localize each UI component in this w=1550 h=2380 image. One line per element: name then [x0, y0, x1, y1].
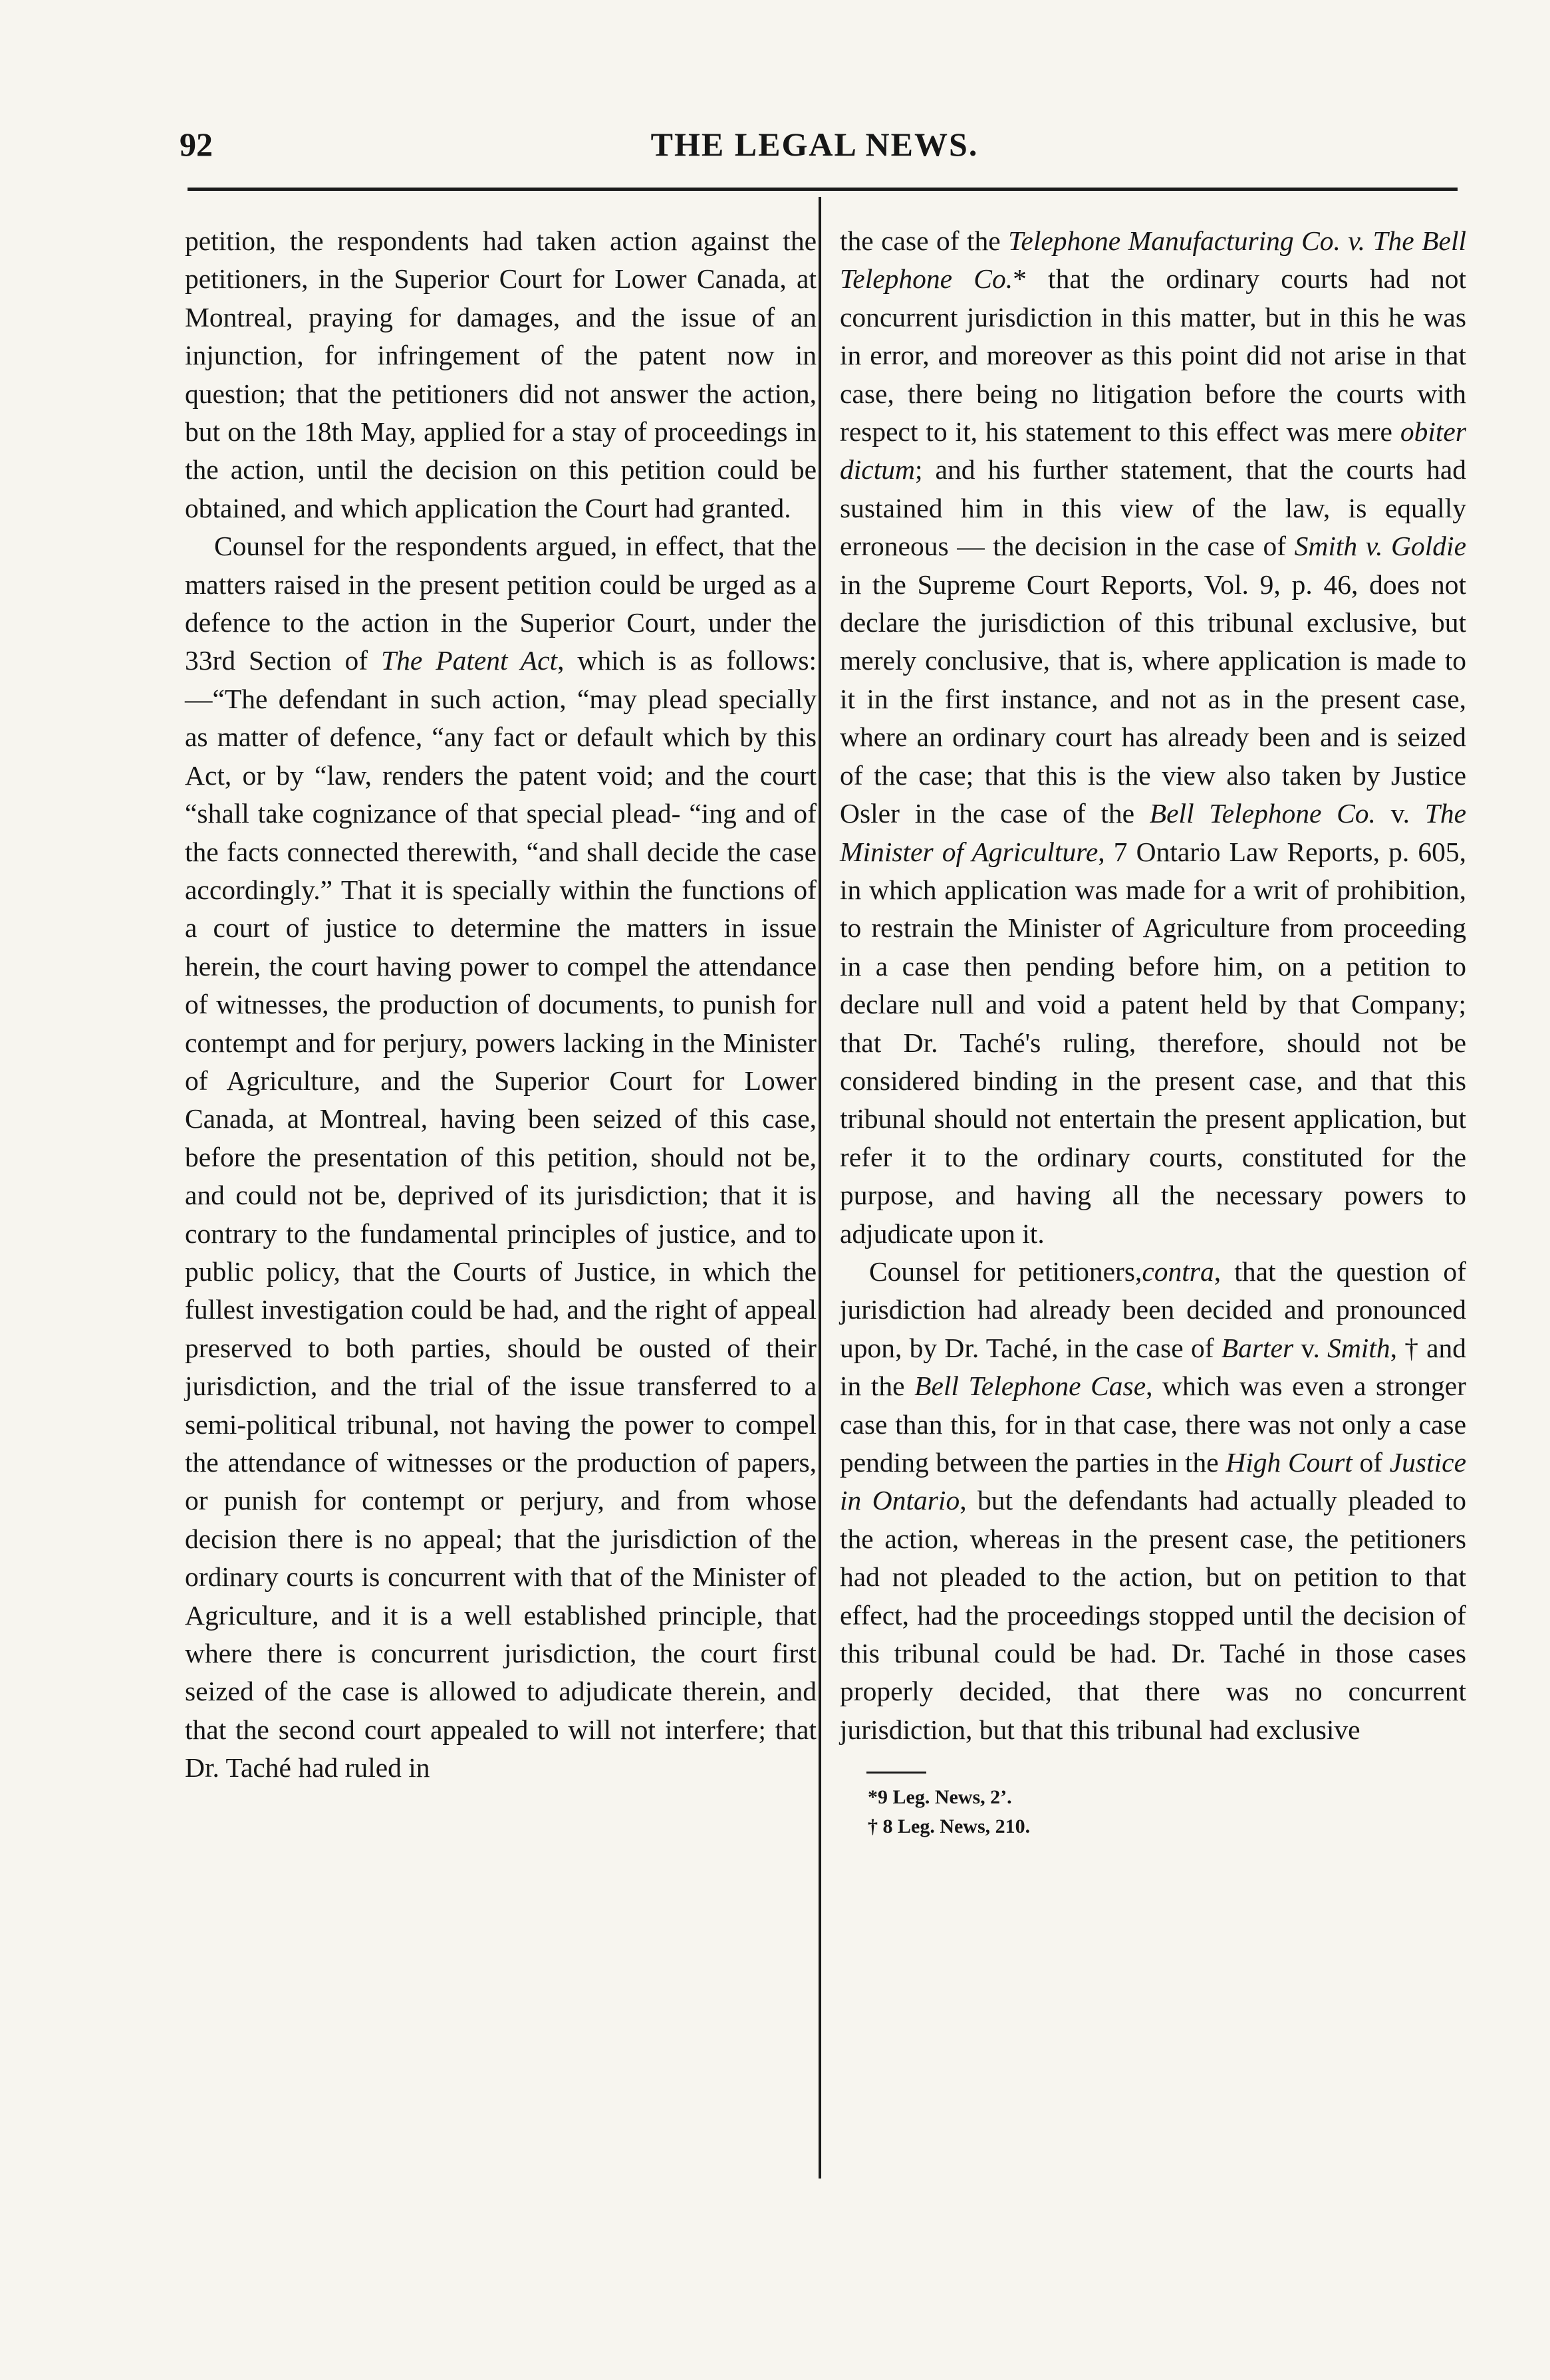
case-name-minister-agriculture: The Minister of Agriculture [840, 798, 1466, 867]
footnote-1: *9 Leg. News, 2’. [868, 1786, 1012, 1809]
right-p1-versus: v. [1375, 798, 1425, 829]
contra-word: contra [1142, 1256, 1214, 1287]
right-p2-text-c: , † and in the [840, 1332, 1467, 1402]
right-p2-text-b: , that the question of jurisdiction had already been decided and pronounced upon, by Dr. Taché, in the case of [840, 1256, 1466, 1363]
left-paragraph-1: petition, the respondents had taken action against the petitioners, in the Superior Court for Lower Canada, at Montreal, praying for damages, and the issue of an injunction, for infringement of the patent now in question; that the petitioners did not answer the action, but on the 18th May, applied for a stay of proceedings in the action, until the decision on this petition could be obtained, and which application the Court had granted. [185, 225, 817, 523]
right-p1-text-b: * that the ordinary courts had not concurrent jurisdiction in this matter, but in this he was in error, and moreover as this point did not arise in that case, there being no litigation before the courts with respect to it, his statement to this effect was mere [840, 263, 1466, 448]
column-divider [819, 197, 821, 2179]
left-column [185, 222, 817, 1787]
right-paragraph-1 [840, 222, 1466, 1253]
right-column [840, 222, 1466, 1841]
right-p2-versus: v. [1293, 1332, 1328, 1363]
patent-act-title: The Patent Act [381, 645, 558, 676]
court-name-justice-ontario: Justice in Ontario [840, 1447, 1466, 1516]
right-paragraph-2 [840, 1253, 1466, 1749]
right-p1-text-c: ; and his further statement, that the courts had sustained him in this view of the law, is equally erroneous — the decision in the case of [840, 454, 1466, 562]
right-p2-text-e: , but the defendants had actually pleaded to the action, whereas in the present case, the petitioners had not pleaded to the action, but on petition to that effect, had the proceedings stopped until the decision of this tribunal could be had. Dr. Taché in those cases properly decided, that there was no concurrent jurisdiction, but that this tribunal had exclusive [840, 1485, 1467, 1745]
case-name-bell-telephone-case: Bell Telephone Case [914, 1371, 1146, 1402]
case-name-smith-goldie: Smith v. Goldie [1294, 531, 1466, 562]
left-paragraph-2 [185, 527, 817, 1787]
court-name-high-court: High Court [1226, 1447, 1353, 1478]
case-name-telephone-mfg: Telephone Manufacturing Co. v. The Bell Telephone Co. [840, 225, 1467, 295]
right-p1-text-e: , 7 Ontario Law Reports, p. 605, in which application was made for a writ of prohibition, to restrain the Minister of Agriculture from proceeding in a case then pending before him, on a petition to declare null and void a patent held by that Company; that Dr. Taché's ruling, therefore, should not be considered binding in the present case, and that this tribunal should not entertain the present application, but refer it to the ordinary courts, constituted for the purpose, and having all the necessary powers to adjudicate upon it. [840, 836, 1466, 1249]
case-name-bell-telephone: Bell Telephone Co. [1149, 798, 1376, 829]
left-p2-text-a: Counsel for the respondents argued, in effect, that the matters raised in the present petition could be urged as a defence to the action in the Superior Court, under the 33rd Section of [185, 531, 817, 676]
case-name-smith: Smith [1327, 1332, 1390, 1363]
right-p2-text-a: Counsel for petitioners, [869, 1256, 1142, 1287]
header-rule [188, 188, 1458, 191]
running-title: THE LEGAL NEWS. [650, 126, 979, 163]
right-p2-of: of [1352, 1447, 1390, 1478]
right-p1-text-a: the case of the [840, 225, 1009, 256]
left-p2-text-b: , which is as follows:—“The defendant in such action, “may plead specially as matter of defence, “any fact or default which by this Act, or by “law, renders the patent void; and the court “shall take cognizance of that special plead- “ing and of the facts connected therewith, “and shall decide the case accordingly.” That it is specially within the functions of a court of justice to determine the matters in issue herein, the court having power to compel the attendance of witnesses, the production of documents, to punish for contempt and for perjury, powers lacking in the Minister of Agriculture, and the Superior Court for Lower Canada, at Montreal, having been seized of this case, before the presentation of this petition, should not be, and could not be, deprived of its jurisdiction; that it is contrary to the fundamental principles of justice, and to public policy, that the Courts of Justice, in which the fullest investigation could be had, and the right of appeal preserved to both parties, should be ousted of their jurisdiction, and the trial of the issue transferred to a semi-political tribunal, not having the power to compel the attendance of witnesses or the production of papers, or punish for contempt or perjury, and from whose decision there is no appeal; that the jurisdiction of the ordinary courts is concurrent with that of the Minister of Agriculture, and it is a well established principle, that where there is concurrent jurisdiction, the court first seized of the case is allowed to adjudicate therein, and that the second court appealed to will not interfere; that Dr. Taché had ruled in [185, 645, 817, 1784]
right-p2-text-d: , which was even a stronger case than this, for in that case, there was not only a case pending between the parties in the [840, 1371, 1467, 1478]
obiter-dictum: obiter dictum [840, 416, 1466, 485]
case-name-barter: Barter [1221, 1332, 1294, 1363]
right-p1-text-d: in the Supreme Court Reports, Vol. 9, p. 46, does not declare the jurisdiction of this tribunal exclusive, but merely conclusive, that is, where application is made to it in the first instance, and not as in the present case, where an ordinary court has already been and is seized of the case; that this is the view also taken by Justice Osler in the case of the [840, 569, 1466, 829]
footnote-2: † 8 Leg. News, 210. [868, 1815, 1031, 1838]
footnote-rule [866, 1772, 926, 1774]
page-number: 92 [180, 126, 213, 163]
page-header [180, 125, 1450, 185]
